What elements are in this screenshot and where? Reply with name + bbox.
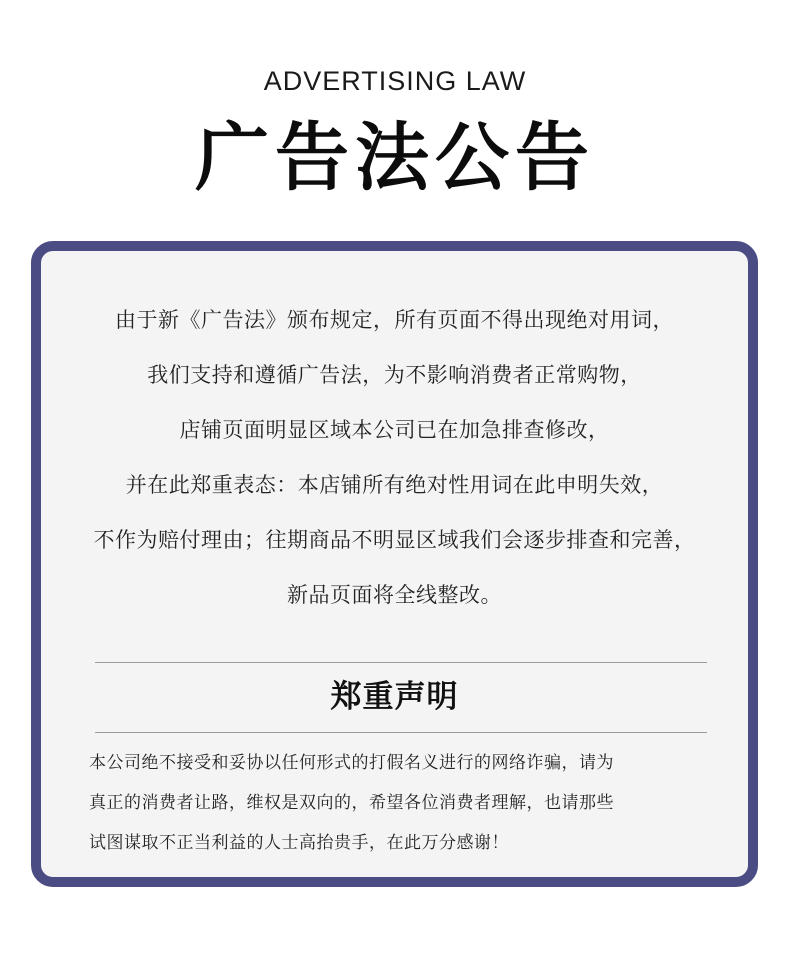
notice-line-4: 并在此郑重表态：本店铺所有绝对性用词在此申明失效， xyxy=(125,473,664,497)
notice-text xyxy=(41,293,748,623)
notice-line-2: 我们支持和遵循广告法，为不影响消费者正常购物， xyxy=(147,363,642,387)
notice-line-3: 店铺页面明显区域本公司已在加急排查修改， xyxy=(179,418,610,442)
statement-line-3: 试图谋取不正当利益的人士高抬贵手，在此万分感谢！ xyxy=(89,833,509,853)
divider-bottom xyxy=(95,732,707,733)
statement-heading: 郑重声明 xyxy=(330,679,459,715)
notice-line-6: 新品页面将全线整改。 xyxy=(287,583,502,607)
notice-line-1: 由于新《广告法》颁布规定，所有页面不得出现绝对用词， xyxy=(115,308,674,332)
page-title: 广告法公告 xyxy=(195,115,595,201)
notice-line-5: 不作为赔付理由；往期商品不明显区域我们会逐步排查和完善， xyxy=(93,528,696,552)
statement-text xyxy=(89,743,709,863)
statement-line-1: 本公司绝不接受和妥协以任何形式的打假名义进行的网络诈骗，请为 xyxy=(89,753,614,773)
divider-top xyxy=(95,662,707,663)
notice-card xyxy=(31,241,758,887)
subtitle-english: ADVERTISING LAW xyxy=(263,66,527,96)
statement-line-2: 真正的消费者让路，维权是双向的，希望各位消费者理解，也请那些 xyxy=(89,793,614,813)
